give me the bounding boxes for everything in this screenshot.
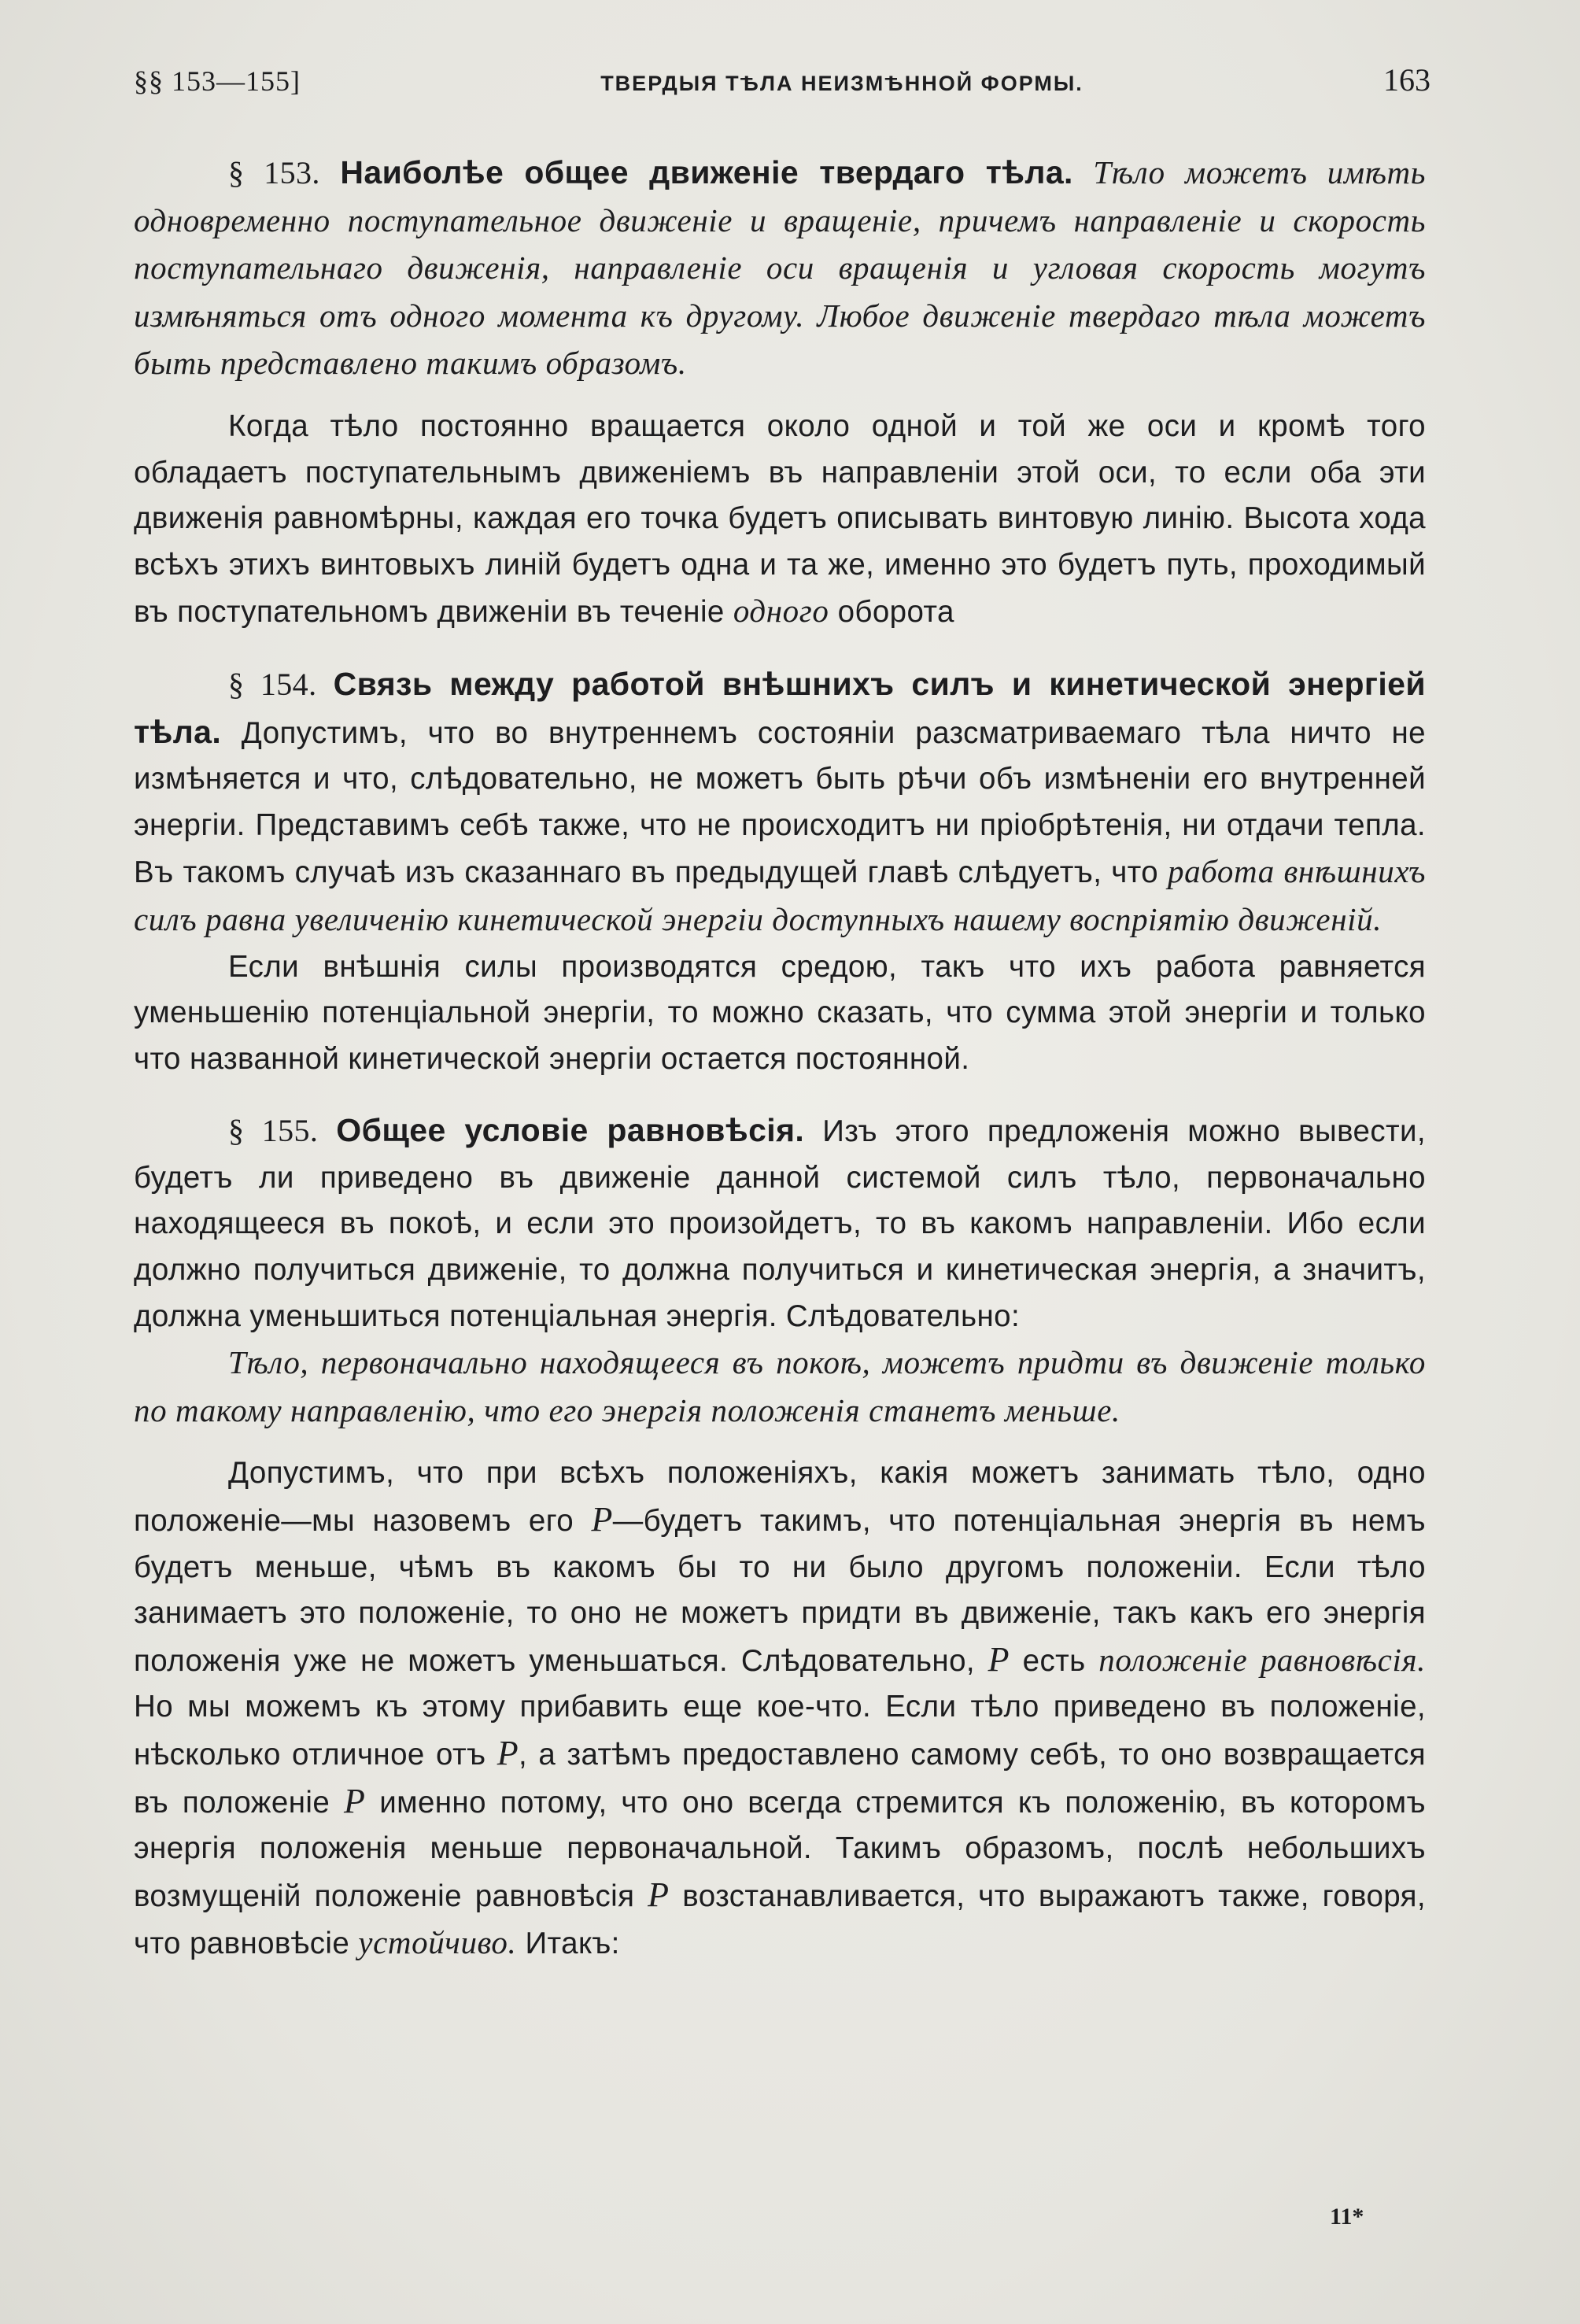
section-155-text-e: Но мы можемъ къ этому прибавить еще кое-что. Если тѣло приведено въ положенiе, нѣсколько отличное отъ (134, 1690, 1426, 1772)
section-155-text-f: , а затѣмъ предоставлено самому себѣ, то оно возвращается въ положенiе (134, 1738, 1426, 1820)
section-153-paragraph-1 (134, 150, 1426, 388)
section-153-text-b: оборота (837, 595, 954, 630)
section-155-statement: Тѣло, первоначально находящееся въ покоѣ, можетъ придти въ движенiе только по такому направленiю, что его энергiя положенiя станетъ меньше. (134, 1344, 1426, 1428)
symbol-p: P (497, 1734, 519, 1772)
section-154-title: Связь между работой внѣшнихъ силъ и кинетической энергiей тѣла. (134, 665, 1426, 750)
section-155-statement-paragraph (134, 1339, 1426, 1435)
symbol-p: P (344, 1781, 366, 1820)
section-153-number: § 153. (228, 155, 320, 190)
section-154-paragraph-1 (134, 661, 1426, 944)
section-154-statement: работа внѣшнихъ силъ равна увеличенiю кинетической энергiи доступныхъ нашему воспрiятiю движенiй. (134, 853, 1426, 937)
header-sections: §§ 153—155] (134, 65, 301, 97)
running-header (134, 61, 1430, 101)
section-155-paragraph-1 (134, 1107, 1426, 1339)
section-155-paragraph-3 (134, 1450, 1426, 1967)
section-155-text-a: Изъ этого предложенiя можно вывести, будетъ ли приведено въ движенiе данной системой силъ тѣло, первоначально находящееся въ покоѣ, и если это произойдетъ, то въ какомъ направленiи. Ибо если должно получиться движенiе, то должна получиться и кинетическая энергiя, а значитъ, должна уменьшиться потенцiальная энергiя. Слѣдовательно: (134, 1114, 1427, 1333)
section-153-italic-word: одного (733, 593, 829, 630)
page-number: 163 (1382, 62, 1430, 98)
section-155-text-c: —будетъ такимъ, что потенцiальная энергiя въ немъ будетъ меньше, чѣмъ въ какомъ бы то ни было другомъ положенiи. Если тѣло занимаетъ это положенiе, то оно не можетъ придти въ движенiе, такъ какъ его энергiя положенiя уже не можетъ уменьшаться. Слѣдовательно, (134, 1504, 1426, 1678)
symbol-p: P (648, 1875, 670, 1914)
symbol-p: P (988, 1639, 1010, 1679)
section-155-text-b: Допустимъ, что при всѣхъ положенiяхъ, какiя можетъ занимать тѣло, одно положенiе—мы назовемъ его (134, 1456, 1426, 1539)
section-153-text-a: Когда тѣло постоянно вращается около одной и той же оси и кромѣ того обладаетъ поступательнымъ движенiемъ въ направленiи этой оси, то если оба эти движенiя равномѣрны, каждая его точка будетъ описывать винтовую линiю. Высота хода всѣхъ этихъ винтовыхъ линiй будетъ одна и та же, именно это будетъ путь, проходимый въ поступательномъ движенiи въ теченiе (134, 408, 1426, 630)
section-153-title: Наиболѣе общее движенiе твердаго тѣла. (340, 154, 1073, 190)
section-154-number: § 154. (228, 666, 317, 702)
section-155-text-g: именно потому, что оно всегда стремится къ положенiю, въ которомъ энергiя положенiя меньше первоначальной. Такимъ образомъ, послѣ небольшихъ возмущенiй положенiе равновѣсiя (134, 1785, 1427, 1913)
section-155-title: Общее условiе равновѣсiя. (336, 1112, 805, 1149)
section-155-text-d: есть (1022, 1643, 1086, 1678)
section-153-paragraph-2 (134, 404, 1426, 636)
header-running-title: ТВЕРДЫЯ ТѢЛА НЕИЗМѢННОЙ ФОРМЫ. (600, 72, 1083, 95)
printer-signature: 11* (1330, 2204, 1364, 2230)
section-154-paragraph-2 (134, 944, 1426, 1083)
section-153-statement: Тѣло можетъ имѣть одновременно поступательное движенiе и вращенiе, причемъ направленiе и скорость поступательнаго движенiя, направленiе оси вращенiя и угловая скорость могутъ измѣняться отъ одного момента къ другому. Любое движенiе твердаго тѣла можетъ быть представлено такимъ образомъ. (134, 154, 1426, 382)
section-155-italic-stable: устойчиво. (358, 1924, 517, 1961)
section-155-text-i: Итакъ: (525, 1927, 620, 1961)
section-154-text-a: Допустимъ, что во внутреннемъ состоянiи разсматриваемаго тѣла ничто не измѣняется и что, слѣдовательно, не можетъ быть рѣчи объ измѣненiи его внутренней энергiи. Представимъ себѣ также, что не происходитъ ни прiобрѣтенiя, ни отдачи тепла. Въ такомъ случаѣ изъ сказаннаго въ предыдущей главѣ слѣдуетъ, что (134, 715, 1426, 890)
symbol-p: P (591, 1500, 613, 1539)
page-body (134, 150, 1426, 1967)
section-155-text-h: возстанавливается, что выражаютъ также, говоря, что равновѣсiе (134, 1879, 1426, 1961)
section-154-text-b: Если внѣшнiя силы производятся средою, такъ что ихъ работа равняется уменьшенiю потенцiальной энергiи, то можно сказать, что сумма этой энергiи и только что названной кинетической энергiи остается постоянной. (134, 949, 1426, 1076)
section-155-italic-equilibrium: положенiе равновѣсiя. (1098, 1641, 1426, 1678)
section-155-number: § 155. (228, 1113, 319, 1149)
